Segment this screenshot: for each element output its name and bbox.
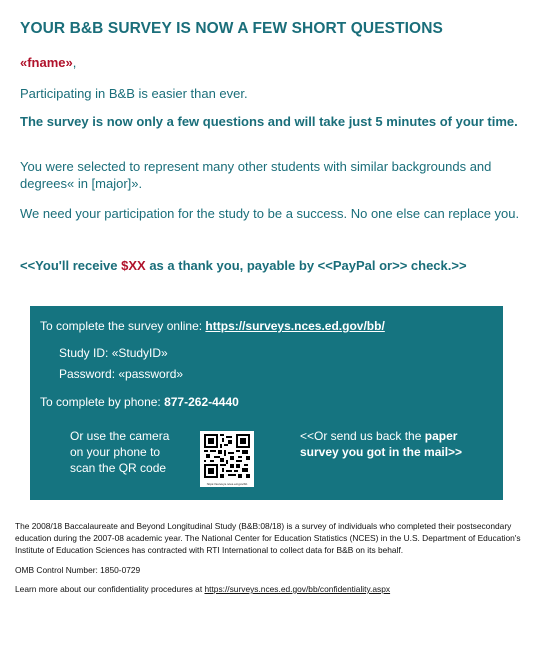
- greeting-suffix: ,: [72, 55, 77, 70]
- incentive-prefix: <<You'll receive: [20, 258, 122, 273]
- qr-code-icon: [204, 434, 250, 478]
- participation-paragraph: We need your participation for the study to be a success. No one else can replace you.: [20, 206, 520, 221]
- incentive-suffix: as a thank you, payable by <<PayPal or>> check.>>: [145, 258, 467, 273]
- greeting: [20, 55, 76, 70]
- camera-instructions: Or use the camera on your phone to scan the QR code: [70, 429, 170, 475]
- incentive-paragraph: [20, 257, 520, 274]
- confidentiality-prefix: Learn more about our confidentiality procedures at: [15, 584, 205, 594]
- intro-paragraph: Participating in B&B is easier than ever.: [20, 86, 248, 101]
- completion-info-box: [30, 306, 503, 500]
- greeting-name: «fname»: [20, 55, 73, 70]
- qr-code[interactable]: [200, 431, 254, 487]
- confidentiality-link[interactable]: https://surveys.nces.ed.gov/bb/confidentiality.aspx: [204, 584, 391, 594]
- study-id: Study ID: «StudyID»: [59, 346, 168, 360]
- qr-caption: https://surveys.nces.ed.gov/bb: [206, 482, 248, 486]
- phone-line: [40, 395, 239, 409]
- online-label: To complete the survey online:: [40, 319, 206, 333]
- phone-number: 877-262-4440: [164, 395, 239, 409]
- paper-bold: paper survey you got in the mail>>: [300, 429, 463, 459]
- omb-control-number: OMB Control Number: 1850-0729: [15, 565, 141, 575]
- confidentiality-line: [15, 583, 540, 595]
- paper-survey-text: [300, 428, 490, 460]
- incentive-amount: $XX: [121, 258, 146, 273]
- page-title: YOUR B&B SURVEY IS NOW A FEW SHORT QUESTIONS: [20, 20, 443, 37]
- paper-prefix: <<Or send us back the: [300, 429, 425, 443]
- selection-paragraph: You were selected to represent many other students with similar backgrounds and degrees« in [major]».: [20, 159, 492, 191]
- study-description: The 2008/18 Baccalaureate and Beyond Longitudinal Study (B&B:08/18) is a survey of individuals who completed their postsecondary education during the 2007-08 academic year. The National Center for Education Statistics (NCES) in the U.S. Department of Education's Institute of Education Sciences has contracted with RTI International to collect data for B&B on its behalf.: [15, 521, 521, 555]
- survey-length-paragraph: The survey is now only a few questions and will take just 5 minutes of your time.: [20, 114, 518, 129]
- survey-link[interactable]: https://surveys.nces.ed.gov/bb/: [205, 319, 385, 333]
- password: Password: «password»: [59, 367, 184, 381]
- online-line: [40, 319, 385, 333]
- phone-label: To complete by phone:: [40, 395, 165, 409]
